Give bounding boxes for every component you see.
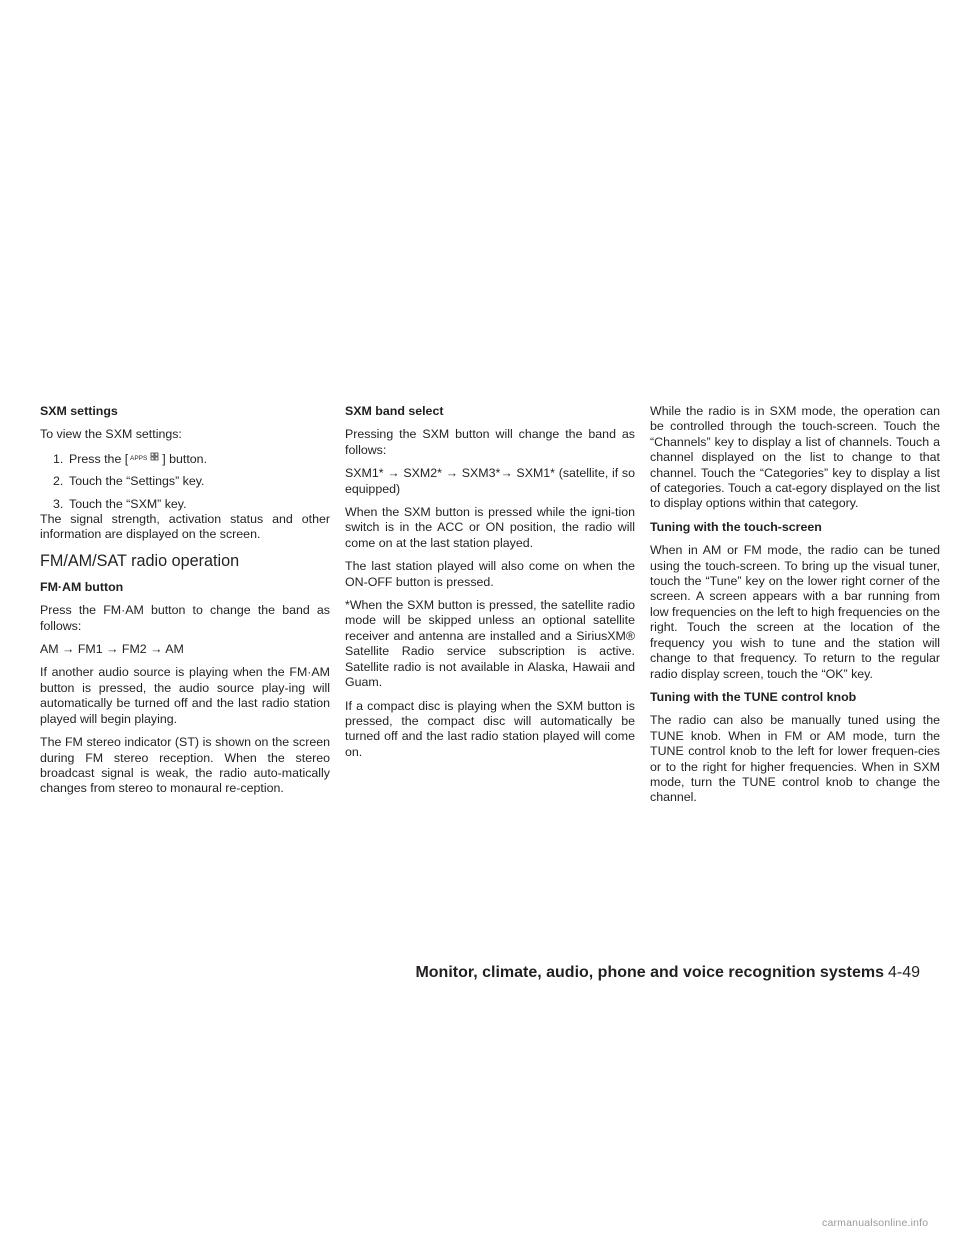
step-3-number: 3. xyxy=(53,496,64,511)
step-2-number: 2. xyxy=(53,474,64,489)
fmam-paragraph-2: If another audio source is playing when the FM·AM button is pressed, the audio source play-ing will automatically be turned off and the last radio station played will begin playing. xyxy=(40,665,330,726)
touch-screen-tuning-heading: Tuning with the touch-screen xyxy=(650,519,822,534)
step-1-text-pre: Press the [ xyxy=(69,451,129,466)
band-paragraph-3: The last station played will also come on when the ON-OFF button is pressed. xyxy=(345,559,635,589)
step-3-text: Touch the “SXM” key. xyxy=(69,496,187,511)
tune-knob-heading: Tuning with the TUNE control knob xyxy=(650,689,857,704)
band-paragraph-5: If a compact disc is playing when the SXM button is pressed, the compact disc will automatically be turned off and the last radio station played will come on. xyxy=(345,698,635,759)
touch-screen-tuning-paragraph: When in AM or FM mode, the radio can be tuned using the touch-screen. To bring up the visual tuner, touch the “Tune” key on the lower right corner of the screen. A screen appears with a bar running from low frequencies on the left to high frequencies on the right. Touch the screen at the location of the frequency you wish to tune and the station will change to that frequency. To return to the regular radio display screen, touch the “OK” key. xyxy=(650,543,940,681)
band-paragraph-2: When the SXM button is pressed while the igni-tion switch is in the ACC or ON position, the radio will come on at the last station played. xyxy=(345,505,635,550)
step-1 xyxy=(40,451,330,467)
column-left xyxy=(40,404,330,805)
svg-text:APPS: APPS xyxy=(130,454,148,462)
sxm-settings-intro: To view the SXM settings: xyxy=(40,427,182,442)
band-paragraph-4: *When the SXM button is pressed, the satellite radio mode will be skipped unless an optional satellite receiver and antenna are installed and a SiriusXM® Satellite Radio service subscription is active. Satellite radio is not available in Alaska, Hawaii and Guam. xyxy=(345,598,635,690)
band-paragraph-1: Pressing the SXM button will change the band as follows: xyxy=(345,427,635,457)
page-footer xyxy=(40,963,920,983)
fmam-button-heading: FM·AM button xyxy=(40,579,124,594)
step-3 xyxy=(40,497,330,512)
page-number: 4-49 xyxy=(887,964,920,981)
sxm-band-sequence: SXM1* → SXM2* → SXM3*→ SXM1* (satellite, if so equipped) xyxy=(345,466,635,496)
column-middle xyxy=(345,404,635,768)
section-title-radio-operation: FM/AM/SAT radio operation xyxy=(40,551,240,570)
step-2 xyxy=(40,474,330,489)
step-1-number: 1. xyxy=(53,451,64,466)
tune-knob-paragraph: The radio can also be manually tuned using the TUNE knob. When in FM or AM mode, turn the TUNE control knob to the left for lower frequen-cies or to the right for higher frequencies. When in SXM mode, turn the TUNE control knob to change the channel. xyxy=(650,713,940,805)
step-2-text: Touch the “Settings” key. xyxy=(69,474,205,489)
fmam-paragraph-1: Press the FM·AM button to change the band as follows: xyxy=(40,603,330,633)
column-right xyxy=(650,404,940,814)
sxm-mode-paragraph: While the radio is in SXM mode, the operation can be controlled through the touch-screen. Touch the “Channels” key to display a list of channels. Touch a channel displayed on the list to change to that channel. Touch the “Categories” key to display a list of categories. Touch a cat-egory displayed on the list to display options within that category. xyxy=(650,404,940,511)
watermark: carmanualsonline.info xyxy=(822,1217,929,1229)
apps-button-icon xyxy=(130,451,160,466)
sxm-band-select-heading: SXM band select xyxy=(345,404,444,418)
footer-section-title: Monitor, climate, audio, phone and voice recognition systems xyxy=(415,964,884,981)
fmam-paragraph-3: The FM stereo indicator (ST) is shown on the screen during FM stereo reception. When the stereo broadcast signal is weak, the radio auto-matically changes from stereo to monaural re-ception. xyxy=(40,735,330,796)
step-1-text-post: ] button. xyxy=(162,451,208,466)
fmam-band-sequence: AM → FM1 → FM2 → AM xyxy=(40,642,184,657)
signal-strength-paragraph: The signal strength, activation status and other information are displayed on the screen. xyxy=(40,512,330,542)
sxm-settings-heading: SXM settings xyxy=(40,404,118,418)
